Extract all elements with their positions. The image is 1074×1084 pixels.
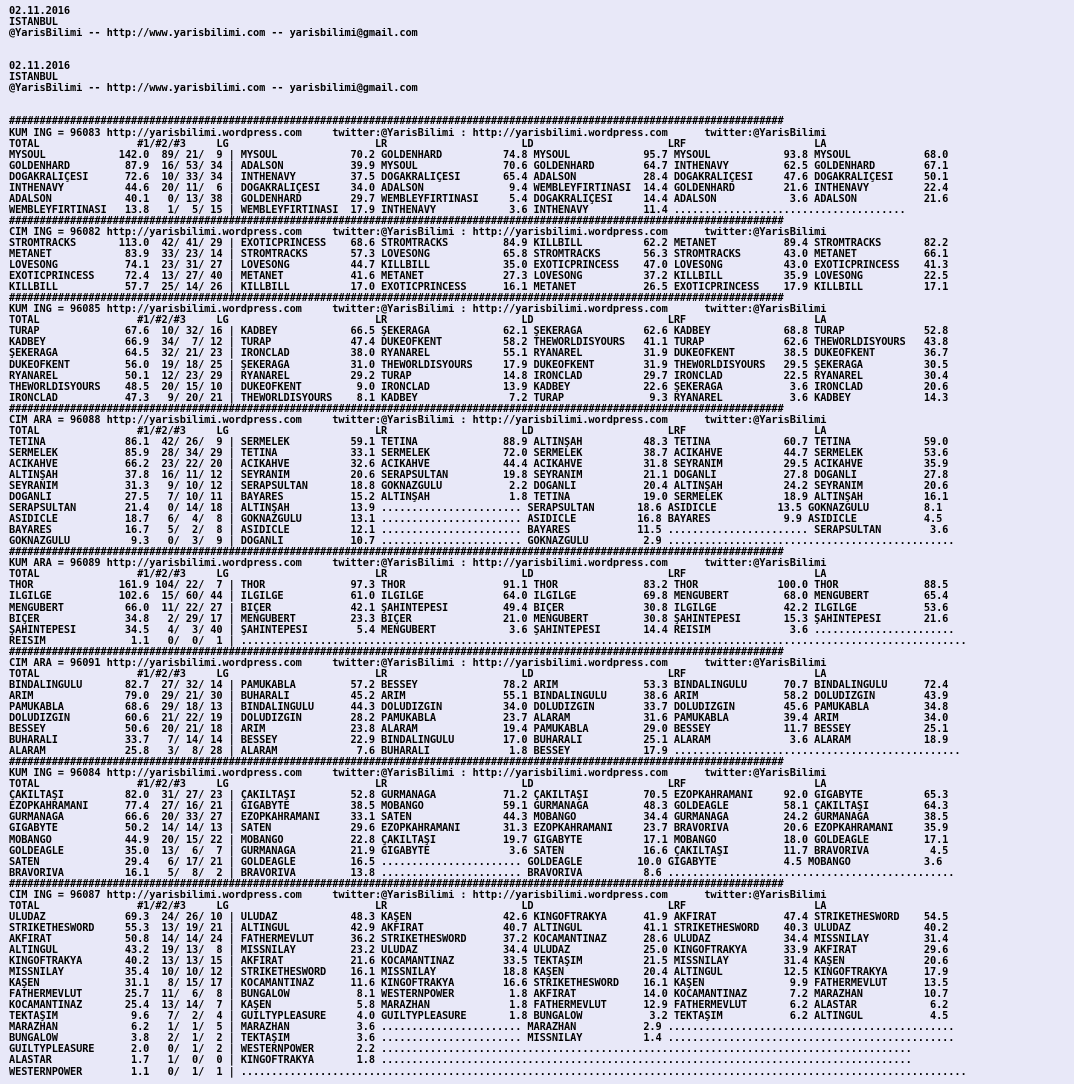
race-result-line: ALASTAR 1.7 1/ 0/ 0 | KINGOFTRAKYA 1.8 ....................................................................................... — [9, 1055, 912, 1067]
race-result-line: GOLDENHARD 87.9 16/ 53/ 34 | ADALSON 39.9 MYSOUL 70.6 GOLDENHARD 64.7 INTHENAVY 62.5 GOLDENHARD 67.1 — [9, 160, 949, 172]
race-result-line: TOTAL #1/#2/#3 LG LR LD LRF LA — [9, 569, 827, 581]
separator-line: ############################################################################################################################### — [9, 403, 784, 415]
race-title-line: KUM ING = 96084 http://yarisbilimi.wordpress.com twitter:@YarisBilimi : http://yarisbilimi.wordpress.com twitter:@YarisBilimi — [9, 768, 827, 780]
race-result-line: GUILTYPLEASURE 2.0 0/ 1/ 2 | WESTERNPOWER 2.2 ....................................................................................... — [9, 1044, 912, 1056]
header-line: ISTANBUL — [9, 17, 58, 29]
race-result-line: MOBANGO 44.9 20/ 15/ 22 | MOBANGO 22.8 ÇAKILTAŞI 19.7 GIGABYTE 17.1 MOBANGO 18.0 GOLDEAGLE 17.1 — [9, 834, 949, 846]
race-result-line: PAMUKABLA 68.6 29/ 18/ 13 | BİNDALINGÜLÜ 44.3 DOLUDİZGİN 34.0 DOLUDİZGİN 33.7 DOLUDİZGİN 45.6 PAMUKABLA 34.8 — [9, 701, 949, 713]
race-result-line: TOTAL #1/#2/#3 LG LR LD LRF LA — [9, 315, 827, 327]
separator-line: ############################################################################################################################### — [9, 757, 784, 769]
race-result-line: DOGAKRALİÇESİ 72.6 10/ 33/ 34 | INTHENAVY 37.5 DOGAKRALİÇESİ 65.4 ADALSON 28.4 DOGAKRALİÇESİ 47.6 DOGAKRALİÇESİ 50.1 — [9, 171, 949, 183]
race-result-line: MARAZHAN 6.2 1/ 1/ 5 | MARAZHAN 3.6 ....................... MARAZHAN 2.9 ............................................... — [9, 1022, 955, 1034]
race-title-line: KUM ING = 96083 http://yarisbilimi.wordpress.com twitter:@YarisBilimi : http://yarisbilimi.wordpress.com twitter:@YarisBilimi — [9, 127, 827, 139]
race-result-line: ALTINŞAH 37.8 16/ 11/ 12 | SEYRANIM 20.6 SERAPSULTAN 19.8 SEYRANIM 21.1 DOGANLI 27.8 DOGANLI 27.8 — [9, 469, 949, 481]
separator-line: ############################################################################################################################### — [9, 116, 784, 128]
race-result-line: ASIDİCLE 18.7 6/ 4/ 8 | GOKNAZGÜLÜ 13.1 ....................... ASIDİCLE 16.8 BAYARES 9.9 ASIDİCLE 4.5 — [9, 514, 943, 526]
header-line — [9, 39, 1074, 50]
race-result-line: INTHENAVY 44.6 20/ 11/ 6 | DOGAKRALİÇESİ 34.0 ADALSON 9.4 WEMBLEYFIRTINASI 14.4 GOLDENHARD 21.6 INTHENAVY 22.4 — [9, 182, 949, 194]
race-title-line: CIM ARA = 96091 http://yarisbilimi.wordpress.com twitter:@YarisBilimi : http://yarisbilimi.wordpress.com twitter:@YarisBilimi — [9, 657, 827, 669]
race-result-line: BESSEY 50.6 20/ 21/ 18 | ARIM 23.8 ALARAM 19.4 PAMUKABLA 29.0 BESSEY 11.7 BESSEY 25.1 — [9, 724, 949, 736]
header-line: @YarisBilimi -- http://www.yarisbilimi.com -- yarisbilimi@gmail.com — [9, 83, 418, 95]
race-result-line: BIÇER 34.8 2/ 29/ 17 | MENGÜBERT 23.3 BIÇER 21.0 MENGÜBERT 30.8 ŞAHİNTEPESİ 15.3 ŞAHİNTEPESİ 21.6 — [9, 613, 949, 625]
race-result-line: TETİNA 86.1 42/ 26/ 9 | SERMELEK 59.1 TETİNA 88.9 ALTINŞAH 48.3 TETİNA 60.7 TETİNA 59.0 — [9, 436, 949, 448]
race-result-line: EXOTICPRINCESS 72.4 13/ 27/ 40 | METANET 41.6 METANET 27.3 LOVESONG 37.2 KILLBILL 35.9 LOVESONG 22.5 — [9, 271, 949, 283]
race-result-line: SATEN 29.4 6/ 17/ 21 | GOLDEAGLE 16.5 ....................... GOLDEAGLE 10.0 GIGABYTE 4.5 MOBANGO 3.6 — [9, 856, 943, 868]
race-result-line: LOVESONG 74.1 23/ 31/ 27 | LOVESONG 44.7 KILLBILL 35.0 EXOTICPRINCESS 47.0 LOVESONG 43.0 EXOTICPRINCESS 41.3 — [9, 260, 949, 272]
race-result-line: BAYARES 16.7 5/ 2/ 8 | ASIDİCLE 12.1 ....................... BAYARES 11.5 ....................... SERAPSULTAN 3.6 — [9, 525, 949, 537]
race-result-line: KILLBILL 57.7 25/ 14/ 26 | KILLBILL 17.0 EXOTICPRINCESS 16.1 METANET 26.5 EXOTICPRINCESS 17.9 KILLBILL 17.1 — [9, 282, 949, 294]
race-result-line: MENGÜBERT 66.0 11/ 22/ 27 | BIÇER 42.1 ŞAHİNTEPESİ 49.4 BIÇER 30.8 ILGİLGE 42.2 ILGİLGE 53.6 — [9, 602, 949, 614]
race-result-line: THOR 161.9 104/ 22/ 7 | THOR 97.3 THOR 91.1 THOR 83.2 THOR 100.0 THOR 88.5 — [9, 580, 949, 592]
race-result-line: FATHERMEVLÜT 25.7 11/ 6/ 8 | BUNGALOW 8.1 WESTERNPOWER 1.8 AKFIRAT 14.0 KOCAMANTINAZ 7.2 MARAZHAN 10.7 — [9, 989, 949, 1001]
header-line — [9, 94, 1074, 105]
race-result-line: KAŞEN 31.1 8/ 15/ 17 | KOCAMANTINAZ 11.6 KINGOFTRAKYA 16.6 STRIKETHESWORD 16.1 KAŞEN 9.9 FATHERMEVLÜT 13.5 — [9, 978, 949, 990]
race-result-line: ALTINGÜL 43.2 19/ 13/ 8 | MISSNİLAY 23.2 ULUDAZ 34.4 ULUDAZ 25.0 KINGOFTRAKYA 33.9 AKFIRAT 29.6 — [9, 944, 949, 956]
race-result-line: AKFIRAT 50.8 14/ 14/ 24 | FATHERMEVLÜT 36.2 STRIKETHESWORD 37.2 KOCAMANTINAZ 28.6 ULUDAZ 34.4 MISSNİLAY 31.4 — [9, 933, 949, 945]
race-title-line: CIM ING = 96082 http://yarisbilimi.wordpress.com twitter:@YarisBilimi : http://yarisbilimi.wordpress.com twitter:@YarisBilimi — [9, 226, 827, 238]
race-result-line: BİNDALINGÜLÜ 82.7 27/ 32/ 14 | PAMUKABLA 57.2 BESSEY 78.2 ARIM 53.3 BİNDALINGÜLÜ 70.7 BİNDALINGÜLÜ 72.4 — [9, 679, 949, 691]
race-title-line: CIM ING = 96087 http://yarisbilimi.wordpress.com twitter:@YarisBilimi : http://yarisbilimi.wordpress.com twitter:@YarisBilimi — [9, 889, 827, 901]
race-result-line: TEKTAŞIM 9.6 7/ 2/ 4 | GUILTYPLEASURE 4.0 GUILTYPLEASURE 1.8 BUNGALOW 3.2 TEKTAŞIM 6.2 ALTINGÜL 4.5 — [9, 1011, 949, 1023]
race-result-line: RYANAREL 50.1 12/ 23/ 29 | RYANAREL 29.2 TURAP 14.8 IRONCLAD 29.7 IRONCLAD 22.5 RYANAREL 30.4 — [9, 370, 949, 382]
race-result-line: BUNGALOW 3.8 2/ 1/ 2 | TEKTAŞIM 3.6 ....................... MISSNİLAY 1.4 ............................................... — [9, 1033, 955, 1045]
separator-line: ############################################################################################################################### — [9, 215, 784, 227]
race-result-line: BRAVORIVA 16.1 5/ 8/ 2 | BRAVORIVA 13.8 ....................... BRAVORIVA 8.6 ............................................... — [9, 867, 955, 879]
race-result-line: TOTAL #1/#2/#3 LG LR LD LRF LA — [9, 668, 827, 680]
race-result-line: ACIKAHVE 66.2 23/ 22/ 20 | ACIKAHVE 32.6 ACIKAHVE 44.4 ACIKAHVE 31.8 SEYRANIM 29.5 ACIKAHVE 35.9 — [9, 458, 949, 470]
race-result-line: DUKEOFKENT 56.0 19/ 18/ 25 | ŞEKERAĞA 31.0 THEWORLDISYOURS 17.9 DUKEOFKENT 31.9 THEWORLDISYOURS 29.5 ŞEKERAĞA 30.5 — [9, 359, 949, 371]
race-result-line: WEMBLEYFIRTINASI 13.8 1/ 5/ 15 | WEMBLEYFIRTINASI 17.9 INTHENAVY 3.6 INTHENAVY 11.4 ...................................... — [9, 204, 906, 216]
race-result-line: SERMELEK 85.9 28/ 34/ 29 | TETİNA 33.1 SERMELEK 72.0 SERMELEK 38.7 ACIKAHVE 44.7 SERMELEK 53.6 — [9, 447, 949, 459]
race-result-line: ŞEKERAĞA 64.5 32/ 21/ 23 | IRONCLAD 38.0 RYANAREL 55.1 RYANAREL 31.9 DUKEOFKENT 38.5 DUKEOFKENT 36.7 — [9, 348, 949, 360]
race-result-line: GIGABYTE 50.2 14/ 14/ 13 | SATEN 29.6 EZOPKAHRAMANI 31.3 EZOPKAHRAMANI 23.7 BRAVORIVA 20.6 EZOPKAHRAMANI 35.9 — [9, 823, 949, 835]
race-title-line: KUM ARA = 96089 http://yarisbilimi.wordpress.com twitter:@YarisBilimi : http://yarisbilimi.wordpress.com twitter:@YarisBilimi — [9, 558, 827, 570]
header-line: @YarisBilimi -- http://www.yarisbilimi.com -- yarisbilimi@gmail.com — [9, 28, 418, 40]
header-line: 02.11.2016 — [9, 61, 70, 73]
header-line — [9, 105, 1074, 116]
header-line — [9, 50, 1074, 61]
race-result-line: GURMANAĞA 66.6 20/ 33/ 27 | EZOPKAHRAMANI 33.1 SATEN 44.3 MOBANGO 34.4 GURMANAĞA 24.2 GURMANAĞA 38.5 — [9, 812, 949, 824]
race-result-line: ALARAM 25.8 3/ 8/ 28 | ALARAM 7.6 BUHARALI 1.8 BESSEY 17.9 ............................................... — [9, 746, 961, 758]
race-result-line: KOCAMANTINAZ 25.4 13/ 14/ 7 | KAŞEN 5.8 MARAZHAN 1.8 FATHERMEVLÜT 12.9 FATHERMEVLÜT 6.2 ALASTAR 6.2 — [9, 1000, 949, 1012]
race-title-line: CIM ARA = 96088 http://yarisbilimi.wordpress.com twitter:@YarisBilimi : http://yarisbilimi.wordpress.com twitter:@YarisBilimi — [9, 414, 827, 426]
race-result-line: ÇAKILTAŞI 82.0 31/ 27/ 23 | ÇAKILTAŞI 52.8 GURMANAĞA 71.2 ÇAKILTAŞI 70.5 EZOPKAHRAMANI 92.0 GIGABYTE 65.3 — [9, 790, 949, 802]
race-result-line: TOTAL #1/#2/#3 LG LR LD LRF LA — [9, 779, 827, 791]
race-result-line: TOTAL #1/#2/#3 LG LR LD LRF LA — [9, 138, 827, 150]
separator-line: ############################################################################################################################### — [9, 878, 784, 890]
race-result-line: WESTERNPOWER 1.1 0/ 1/ 1 | ....................................................................................................................... — [9, 1066, 967, 1078]
race-result-line: KINGOFTRAKYA 40.2 13/ 13/ 15 | AKFIRAT 21.6 KOCAMANTINAZ 33.5 TEKTAŞIM 21.5 MISSNİLAY 31.4 KAŞEN 20.6 — [9, 956, 949, 968]
race-result-line: KADBEY 66.9 34/ 7/ 12 | TURAP 47.4 DUKEOFKENT 58.2 THEWORLDISYOURS 41.1 TURAP 62.6 THEWORLDISYOURS 43.8 — [9, 337, 949, 349]
separator-line: ############################################################################################################################### — [9, 547, 784, 559]
separator-line: ############################################################################################################################### — [9, 293, 784, 305]
race-result-line: SERAPSULTAN 21.4 0/ 14/ 18 | ALTINŞAH 13.9 ....................... SERAPSULTAN 18.6 ASIDİCLE 13.5 GOKNAZGÜLÜ 8.1 — [9, 503, 943, 515]
race-result-line: BUHARALI 33.7 7/ 14/ 14 | BESSEY 22.9 BİNDALINGÜLÜ 17.0 BUHARALI 25.1 ALARAM 3.6 ALARAM 18.9 — [9, 735, 949, 747]
race-result-line: EZOPKAHRAMANI 77.4 27/ 16/ 21 | GIGABYTE 38.5 MOBANGO 59.1 GURMANAĞA 48.3 GOLDEAGLE 58.1 ÇAKILTAŞI 64.3 — [9, 801, 949, 813]
race-result-line: REİSİM 1.1 0/ 0/ 1 | ....................................................................................................................... — [9, 635, 967, 647]
race-result-line: GOKNAZGÜLÜ 9.3 0/ 3/ 9 | DOGANLI 10.7 ....................... GOKNAZGÜLÜ 2.9 ............................................... — [9, 536, 955, 548]
race-result-line: ARIM 79.0 29/ 21/ 30 | BUHARALI 45.2 ARIM 55.1 BİNDALINGÜLÜ 38.6 ARIM 58.2 DOLUDİZGİN 43.9 — [9, 690, 949, 702]
race-result-line: GOLDEAGLE 35.0 13/ 6/ 7 | GURMANAĞA 21.9 GIGABYTE 3.6 SATEN 16.6 ÇAKILTAŞI 11.7 BRAVORIVA 4.5 — [9, 845, 949, 857]
race-result-line: MISSNİLAY 35.4 10/ 10/ 12 | STRIKETHESWORD 16.1 MISSNİLAY 18.8 KAŞEN 20.4 ALTINGÜL 12.5 KINGOFTRAKYA 17.9 — [9, 967, 949, 979]
separator-line: ############################################################################################################################### — [9, 646, 784, 658]
race-result-line: IRONCLAD 47.3 9/ 20/ 21 | THEWORLDISYOURS 8.1 KADBEY 7.2 TURAP 9.3 RYANAREL 3.6 KADBEY 14.3 — [9, 392, 949, 404]
race-title-line: KUM ING = 96085 http://yarisbilimi.wordpress.com twitter:@YarisBilimi : http://yarisbilimi.wordpress.com twitter:@YarisBilimi — [9, 304, 827, 316]
race-result-line: TURAP 67.6 10/ 32/ 16 | KADBEY 66.5 ŞEKERAĞA 62.1 ŞEKERAĞA 62.6 KADBEY 68.8 TURAP 52.8 — [9, 326, 949, 338]
race-result-line: THEWORLDISYOURS 48.5 20/ 15/ 10 | DUKEOFKENT 9.0 IRONCLAD 13.9 KADBEY 22.6 ŞEKERAĞA 3.6 IRONCLAD 20.6 — [9, 381, 949, 393]
race-result-line: ULUDAZ 69.3 24/ 26/ 10 | ULUDAZ 48.3 KAŞEN 42.6 KINGOFTRAKYA 41.9 AKFIRAT 47.4 STRIKETHESWORD 54.5 — [9, 911, 949, 923]
race-result-line: DOGANLI 27.5 7/ 10/ 11 | BAYARES 15.2 ALTINŞAH 1.8 TETİNA 19.0 SERMELEK 18.9 ALTINŞAH 16.1 — [9, 492, 949, 504]
race-result-line: TOTAL #1/#2/#3 LG LR LD LRF LA — [9, 900, 827, 912]
race-result-line: ILGİLGE 102.6 15/ 60/ 44 | ILGİLGE 61.0 ILGİLGE 64.0 ILGİLGE 69.8 MENGÜBERT 68.0 MENGÜBERT 65.4 — [9, 591, 949, 603]
race-result-line: STRIKETHESWORD 55.3 13/ 19/ 21 | ALTINGÜL 42.9 AKFIRAT 40.7 ALTINGÜL 41.1 STRIKETHESWORD 40.3 ULUDAZ 40.2 — [9, 922, 949, 934]
race-result-line: STROMTRACKS 113.0 42/ 41/ 29 | EXOTICPRINCESS 68.6 STROMTRACKS 84.9 KILLBILL 62.2 METANET 89.4 STROMTRACKS 82.2 — [9, 237, 949, 249]
race-result-line: SEYRANIM 31.3 9/ 10/ 12 | SERAPSULTAN 18.8 GOKNAZGÜLÜ 2.2 DOGANLI 20.4 ALTINŞAH 24.2 SEYRANIM 20.6 — [9, 481, 949, 493]
race-result-line: ŞAHİNTEPESİ 34.5 4/ 3/ 40 | ŞAHİNTEPESİ 5.4 MENGÜBERT 3.6 ŞAHİNTEPESİ 14.4 REİSİM 3.6 ....................... — [9, 624, 955, 636]
race-result-line: DOLUDİZGİN 60.6 21/ 22/ 19 | DOLUDİZGİN 28.2 PAMUKABLA 23.7 ALARAM 31.6 PAMUKABLA 39.4 ARIM 34.0 — [9, 713, 949, 724]
header-line: 02.11.2016 — [9, 6, 70, 17]
race-result-line: ADALSON 40.1 0/ 13/ 38 | GOLDENHARD 29.7 WEMBLEYFIRTINASI 5.4 DOGAKRALİÇESİ 14.4 ADALSON 3.6 ADALSON 21.6 — [9, 193, 949, 205]
race-result-line: MYSOUL 142.0 89/ 21/ 9 | MYSOUL 70.2 GOLDENHARD 74.8 MYSOUL 95.7 MYSOUL 93.8 MYSOUL 68.0 — [9, 149, 949, 161]
race-result-line: TOTAL #1/#2/#3 LG LR LD LRF LA — [9, 425, 827, 437]
race-result-line: METANET 83.9 33/ 23/ 14 | STROMTRACKS 57.3 LOVESONG 65.8 STROMTRACKS 56.3 STROMTRACKS 43.0 METANET 66.1 — [9, 249, 949, 261]
header-line: ISTANBUL — [9, 72, 58, 84]
